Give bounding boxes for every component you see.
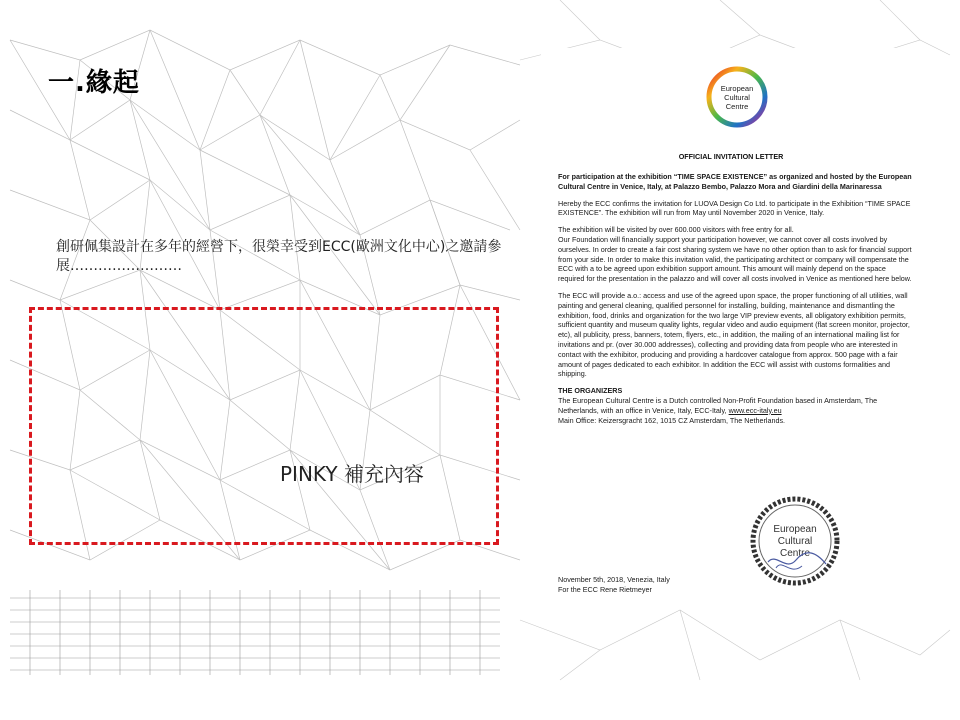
organizers-text	[558, 396, 914, 416]
letter-heading: OFFICIAL INVITATION LETTER	[678, 152, 784, 161]
letter-paragraph-1: Hereby the ECC confirms the invitation for LUOVA Design Co Ltd. to participate in the Exhibition “TIME SPACE EXISTENCE”. The exhibition will run from May until November 2020 in Venice, Italy.	[558, 198, 911, 218]
ecc-logo	[704, 64, 770, 130]
intro-paragraph: 創研佩集設計在多年的經營下，很榮幸受到ECC(歐洲文化中心)之邀請參展……………………	[56, 239, 502, 274]
stamp-line-3: Centre	[779, 548, 811, 559]
invitation-letter	[541, 48, 921, 608]
main-office-address: Main Office: Keizersgracht 162, 1015 CZ Amsterdam, The Netherlands.	[558, 415, 786, 425]
placeholder-frame	[29, 307, 499, 545]
letter-subheading: For participation at the exhibition “TIME SPACE EXISTENCE” as organized and hosted by the European Cultural Centre in Venice, Italy, at Palazzo Bembo, Palazzo Mora and Giardini della Marinaressa	[558, 172, 912, 191]
organizers-description: The European Cultural Centre is a Dutch controlled Non-Profit Foundation based in Amsterdam, The Netherlands, with an office in Venice, Italy, ECC-Italy,	[558, 395, 878, 415]
stamp-line-1: European	[773, 524, 817, 535]
letter-body	[558, 172, 914, 432]
letter-paragraph-2: The exhibition will be visited by over 600.000 visitors with free entry for all.	[558, 225, 794, 235]
logo-line-1: European	[720, 84, 754, 93]
ecc-italy-link[interactable]: www.ecc-italy.eu	[728, 405, 782, 415]
placeholder-text: PINKY 補充內容	[280, 462, 424, 486]
logo-line-2: Cultural	[724, 93, 750, 102]
letter-signature: For the ECC Rene Rietmeyer	[558, 584, 652, 594]
letter-paragraph-3: Our Foundation will financially support your participation however, we cannot cover all costs involved by ourselves. In order to create a fair cost sharing system we have no other option than to ask for financial support from your side. In order to make this invitation valid, the participating architect or company will compensate the ECC with a to be agreed upon exhibition support amount. This amount will mainly depend on the space required for the presentation in the palazzo and will cover all costs involved in Venice as mentioned here below.	[558, 234, 912, 284]
letter-signoff	[558, 575, 858, 595]
slide-title: 一.緣起	[48, 68, 140, 98]
letter-paragraph-4: The ECC will provide a.o.: access and use of the agreed upon space, the proper functioning of all utilities, wall painting and general cleaning, qualified personnel for installing, building, maintenance and dismantling the exhibition, food, drinks and organization for the two large VIP preview events, all obligatory exhibition permits, sufficient quantity and museum quality lights, regular video and audio equipment (flat screen monitor, projector, etc), all publicity, press, banners, totem, flyers, etc., in addition, the mailing of an international mailing list for invitations and pr. (over 30.000 addresses), collecting and providing data from people who are interested in contact with the exhibitor, producing and providing a hardcover catalogue from approx. 500 page with a fair amount of pages dedicated to each exhibitor. In addition the ECC will assist with customs formalities and shipping.	[558, 290, 910, 379]
letter-date: November 5th, 2018, Venezia, Italy	[558, 575, 670, 584]
logo-line-3: Centre	[725, 102, 749, 111]
stamp-line-2: Cultural	[777, 536, 813, 547]
organizers-heading: THE ORGANIZERS	[558, 386, 623, 396]
